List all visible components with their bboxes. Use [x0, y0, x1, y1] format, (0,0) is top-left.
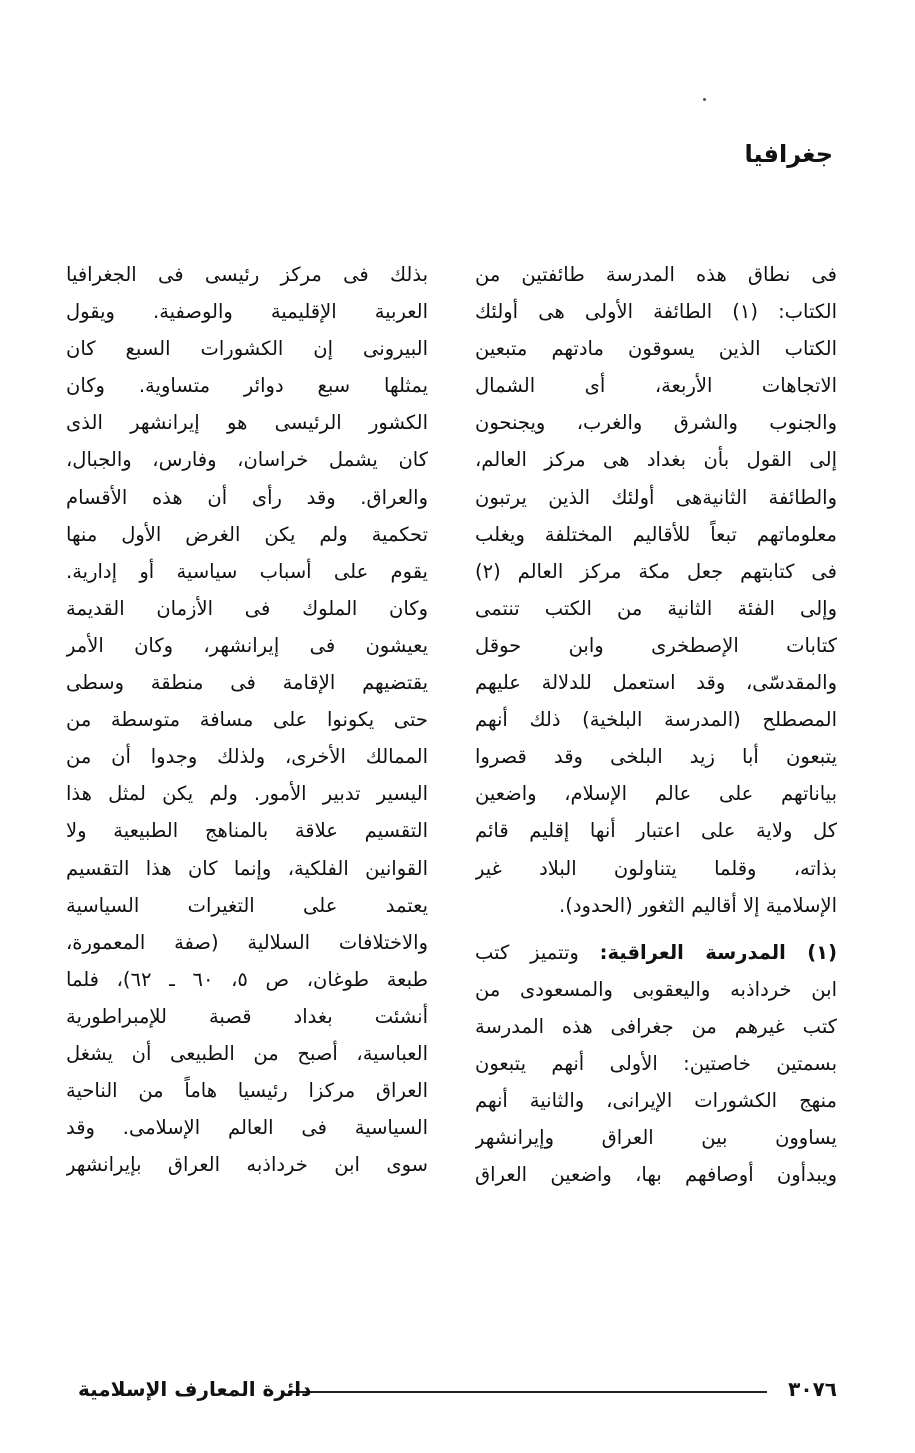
text-line: والجنوب والشرق والغرب، ويجنحون: [475, 411, 837, 435]
heading-continuation: وتتميز كتب: [475, 940, 579, 964]
text-line: الممالك الأخرى، ولذلك وجدوا أن من: [66, 745, 428, 769]
text-line: السياسية فى العالم الإسلامى. وقد: [66, 1116, 428, 1140]
text-line: معلوماتهم تبعاً للأقاليم المختلفة ويغلب: [475, 522, 837, 546]
text-line: العباسية، أصبح من الطبيعى أن يشغل: [66, 1041, 428, 1065]
section-heading: (١) المدرسة العراقية:: [599, 940, 837, 964]
text-line: سوى ابن خرداذبه العراق بإيرانشهر: [66, 1153, 428, 1177]
text-line: يتبعون أبا زيد البلخى وقد قصروا: [475, 745, 837, 769]
journal-title: دائرة المعارف الإسلامية: [78, 1377, 312, 1401]
left-column: [66, 256, 428, 1183]
paragraph-2: [475, 934, 837, 1194]
text-line: كتابات الإصطخرى وابن حوقل: [475, 633, 837, 657]
footer-rule: [288, 1391, 767, 1393]
text-line: التقسيم علاقة بالمناهج الطبيعية ولا: [66, 819, 428, 843]
text-line: [475, 934, 837, 971]
text-line: بسمتين خاصتين: الأولى أنهم يتبعون: [475, 1051, 837, 1075]
text-line: اليسير تدبير الأمور. ولم يكن لمثل هذا: [66, 782, 428, 806]
text-line: حتى يكونوا على مسافة متوسطة من: [66, 708, 428, 732]
text-line: العراق مركزا رئيسيا هاماً من الناحية: [66, 1079, 428, 1103]
text-line: الإسلامية إلا أقاليم الثغور (الحدود).: [559, 893, 837, 917]
text-line: فى نطاق هذه المدرسة طائفتين من: [475, 263, 837, 286]
paragraph-gap: [475, 924, 837, 934]
text-line: بذاته، وقلما يتناولون البلاد غير: [475, 856, 837, 880]
text-line: منهج الكشورات الإيرانى، والثانية أنهم: [475, 1089, 837, 1113]
page-number: ٣٠٧٦: [788, 1377, 837, 1401]
text-line: كان يشمل خراسان، وفارس، والجبال،: [66, 448, 428, 472]
text-line: والعراق. وقد رأى أن هذه الأقسام: [66, 485, 428, 509]
stray-mark: [703, 98, 706, 101]
text-line: والاختلافات السلالية (صفة المعمورة،: [66, 930, 428, 954]
text-line: المصطلح (المدرسة البلخية) ذلك أنهم: [475, 708, 837, 732]
right-column: [475, 256, 837, 1193]
text-line: كتب غيرهم من جغرافى هذه المدرسة: [475, 1014, 837, 1038]
text-line: وكان الملوك فى الأزمان القديمة: [66, 596, 428, 620]
text-line: طبعة طوغان، ص ٥، ٦٠ ـ ٦٢)، فلما: [66, 967, 428, 991]
text-line: العربية الإقليمية والوصفية. ويقول: [66, 300, 428, 324]
text-line: الكتاب الذين يسوقون مادتهم متبعين: [475, 337, 837, 361]
running-header: جغرافيا: [744, 140, 833, 168]
text-line: تحكمية ولم يكن الغرض الأول منها: [66, 522, 428, 546]
text-line: القوانين الفلكية، وإنما كان هذا التقسيم: [66, 856, 428, 880]
text-line: الاتجاهات الأربعة، أى الشمال: [475, 374, 837, 398]
text-line: يقوم على أسباب سياسية أو إدارية.: [66, 559, 428, 583]
text-line: كل ولاية على اعتبار أنها إقليم قائم: [475, 819, 837, 843]
text-line: يساوون بين العراق وإيرانشهر: [475, 1126, 837, 1150]
text-line: والمقدسّى، وقد استعمل للدلالة عليهم: [475, 671, 837, 695]
text-line: أنشئت بغداد قصبة للإمبراطورية: [66, 1004, 428, 1028]
text-line: ويبدأون أوصافهم بها، واضعين العراق: [475, 1163, 837, 1187]
text-line: وإلى الفئة الثانية من الكتب تنتمى: [475, 596, 837, 620]
page-footer: [78, 1377, 837, 1407]
text-line: بياناتهم على عالم الإسلام، واضعين: [475, 782, 837, 806]
text-line: يمثلها سبع دوائر متساوية. وكان: [66, 374, 428, 398]
text-line: يعتمد على التغيرات السياسية: [66, 893, 428, 917]
paragraph-1: [475, 256, 837, 924]
text-line: الكتاب: (١) الطائفة الأولى هى أولئك: [475, 300, 837, 324]
text-line: يعيشون فى إيرانشهر، وكان الأمر: [66, 633, 428, 657]
text-line: الكشور الرئيسى هو إيرانشهر الذى: [66, 411, 428, 435]
text-line: فى كتابتهم جعل مكة مركز العالم (٢): [475, 559, 837, 583]
text-line: والطائفة الثانيةهى أولئك الذين يرتبون: [475, 485, 837, 509]
text-line: يقتضيهم الإقامة فى منطقة وسطى: [66, 671, 428, 695]
text-line: البيرونى إن الكشورات السبع كان: [66, 337, 428, 361]
text-line: بذلك فى مركز رئيسى فى الجغرافيا: [66, 263, 428, 286]
text-line: ابن خرداذبه واليعقوبى والمسعودى من: [475, 977, 837, 1001]
text-line: إلى القول بأن بغداد هى مركز العالم،: [475, 448, 837, 472]
